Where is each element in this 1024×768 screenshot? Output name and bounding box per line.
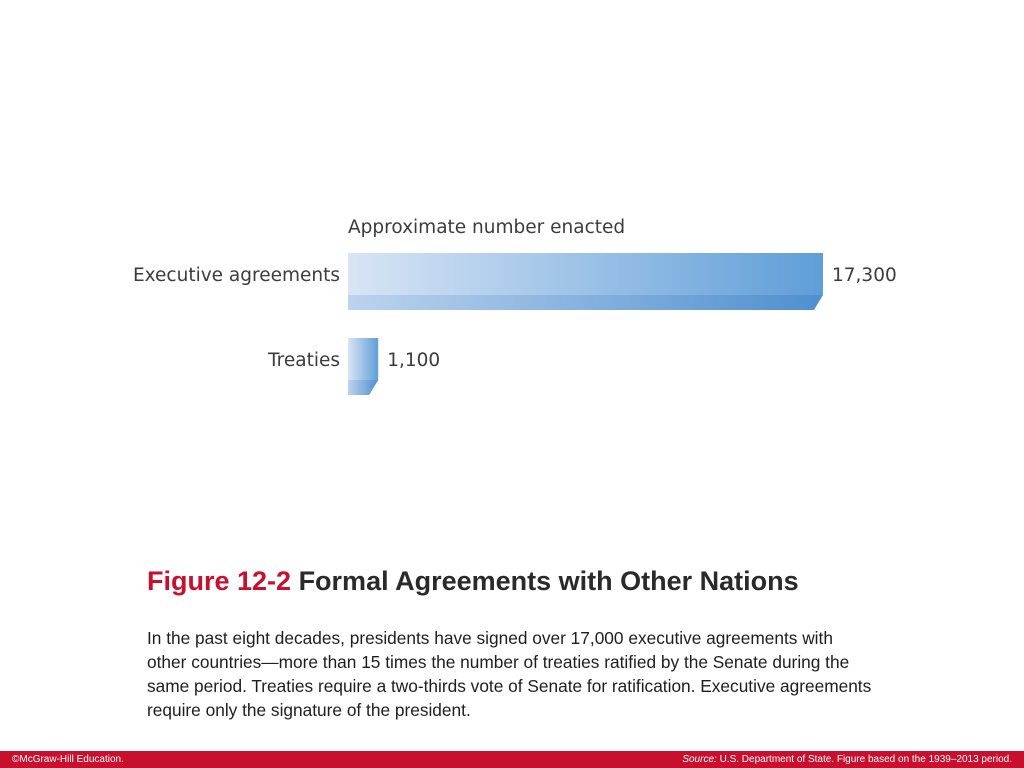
source-label: Source: [682, 754, 717, 765]
category-label: Executive agreements [132, 265, 340, 286]
chart-title: Approximate number enacted [348, 217, 626, 238]
footer-bar [0, 751, 1024, 768]
source-text: U.S. Department of State. Figure based on the 1939–2013 period. [719, 754, 1012, 765]
source-note [682, 754, 1012, 765]
bar [348, 338, 378, 380]
figure-description: In the past eight decades, presidents have signed over 17,000 executive agreements with other countries—more than 15 times the number of treaties ratified by the Senate during the same period. Treaties require a two-thirds vote of Senate for ratification. Executive agreements require only the signature of the president. [147, 628, 872, 720]
figure-caption [147, 566, 799, 597]
bar [348, 253, 823, 295]
bars-group [133, 253, 897, 395]
category-label: Treaties [268, 350, 340, 371]
value-label: 1,100 [387, 350, 441, 371]
figure-title: Formal Agreements with Other Nations [298, 566, 799, 596]
copyright-text: ©McGraw-Hill Education. [12, 754, 124, 765]
figure-number: Figure 12-2 [147, 566, 292, 596]
bar-edge [348, 295, 823, 310]
value-label: 17,300 [832, 265, 897, 286]
bar-edge [348, 380, 378, 395]
